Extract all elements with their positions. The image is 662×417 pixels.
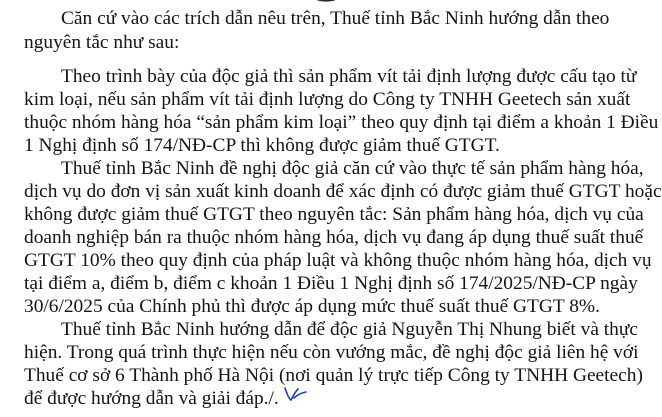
paragraph-1-line-1: Theo trình bày của độc giả thì sản phẩm vít tải định lượng được cấu tạo từ: [61, 66, 637, 87]
paragraph-2-line-7: 30/6/2025 của Chính phủ thì được áp dụng mức thuế suất thuế GTGT 8%.: [24, 296, 600, 317]
paragraph-3-line-2: hiện. Trong quá trình thực hiện nếu còn vướng mắc, đề nghị độc giả liên hệ với: [24, 342, 639, 363]
paragraph-1-line-3: thuộc nhóm hàng hóa “sản phẩm kim loại” theo quy định tại điểm a khoản 1 Điều: [24, 112, 659, 133]
paragraph-2-line-2: dịch vụ do đơn vị sản xuất kinh doanh để xác định có được giảm thuế GTGT hoặc: [24, 181, 662, 202]
signature-mark: [282, 384, 308, 404]
paragraph-2-line-4: doanh nghiệp bán ra thuộc nhóm hàng hóa, dịch vụ đang áp dụng thuế suất thuế: [24, 227, 644, 248]
intro-line-2: nguyên tắc như sau:: [24, 32, 180, 53]
paragraph-1-line-2: kim loại, nếu sản phẩm vít tải định lượng do Công ty TNHH Geetech sản xuất: [24, 89, 631, 110]
paragraph-2-line-6: tại điểm a, điểm b, điểm c khoản 1 Điều 1 Nghị định số 174/2025/NĐ-CP ngày: [24, 273, 638, 294]
paragraph-3-line-4: để được hướng dẫn và giải đáp./.: [24, 388, 279, 409]
paragraph-3-line-1: Thuế tỉnh Bắc Ninh hướng dẫn để độc giả Nguyễn Thị Nhung biết và thực: [61, 319, 638, 340]
top-edge-mark: [314, 0, 338, 2]
intro-line-1: Căn cứ vào các trích dẫn nêu trên, Thuế tỉnh Bắc Ninh hướng dẫn theo: [61, 8, 610, 29]
paragraph-2-line-5: GTGT 10% theo quy định của pháp luật và không thuộc nhóm hàng hóa, dịch vụ: [24, 250, 652, 271]
paragraph-3-line-3: Thuế cơ sở 6 Thành phố Hà Nội (nơi quản lý trực tiếp Công ty TNHH Geetech): [24, 365, 643, 386]
paragraph-2-line-3: không được giảm thuế GTGT theo nguyên tắc: Sản phẩm hàng hóa, dịch vụ của: [24, 204, 644, 225]
paragraph-1-line-4: 1 Nghị định số 174/NĐ-CP thì không được giảm thuế GTGT.: [24, 135, 500, 156]
paragraph-2-line-1: Thuế tỉnh Bắc Ninh đề nghị độc giả căn cứ vào thực tế sản phẩm hàng hóa,: [61, 158, 644, 179]
